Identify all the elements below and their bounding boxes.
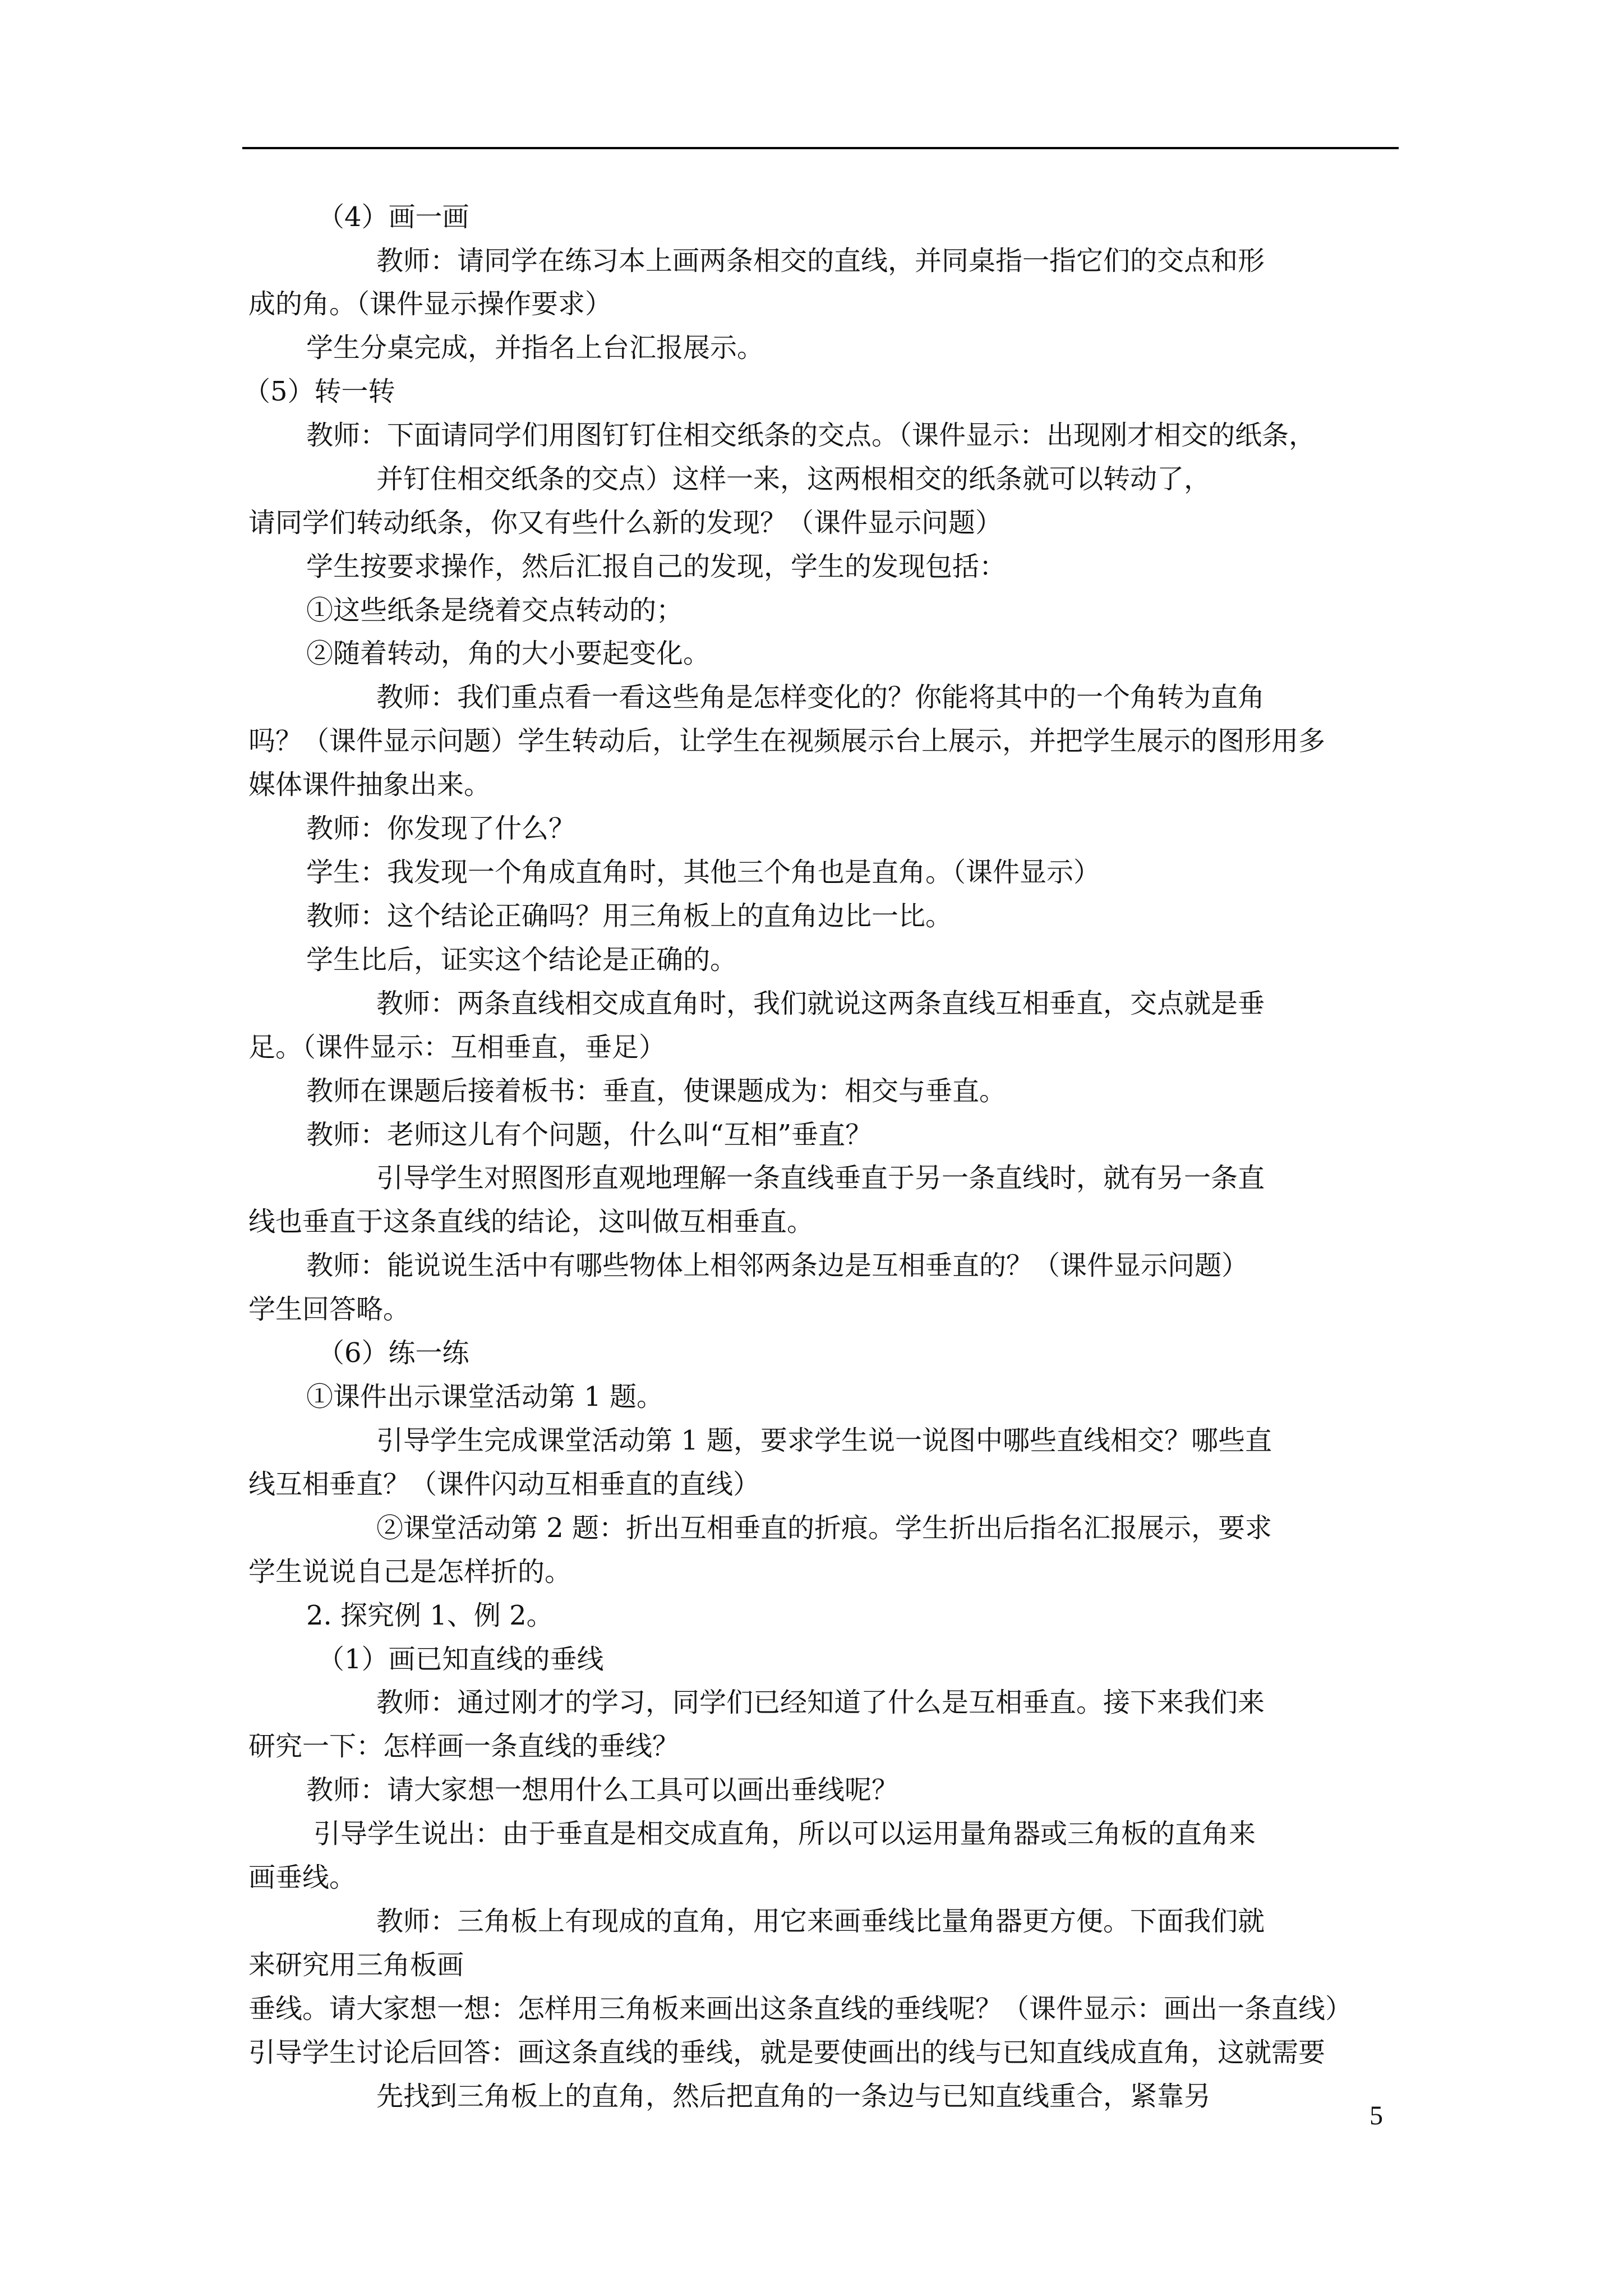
text-line: 教师：这个结论正确吗？用三角板上的直角边比一比。 <box>306 900 953 932</box>
text-line: 学生比后，证实这个结论是正确的。 <box>306 944 737 976</box>
text-line: 引导学生说出：由于垂直是相交成直角，所以可以运用量角器或三角板的直角来 <box>313 1818 1256 1849</box>
text-line: 教师：我们重点看一看这些角是怎样变化的？你能将其中的一个角转为直角 <box>376 682 1265 713</box>
header-rule <box>242 147 1399 149</box>
text-line: 教师：能说说生活中有哪些物体上相邻两条边是互相垂直的？（课件显示问题） <box>306 1250 1249 1281</box>
text-line: 请同学们转动纸条，你又有些什么新的发现？（课件显示问题） <box>248 507 1003 539</box>
text-line: 垂线。请大家想一想：怎样用三角板来画出这条直线的垂线呢？（课件显示：画出一条直线） <box>248 1993 1353 2024</box>
text-line: 教师：通过刚才的学习，同学们已经知道了什么是互相垂直。接下来我们来 <box>376 1687 1265 1718</box>
text-line: ②随着转动，角的大小要起变化。 <box>306 638 711 669</box>
text-line: 教师：请同学在练习本上画两条相交的直线，并同桌指一指它们的交点和形 <box>376 245 1265 277</box>
text-line: ①这些纸条是绕着交点转动的； <box>306 595 684 626</box>
text-line: 成的角。（课件显示操作要求） <box>248 288 612 320</box>
text-line: 先找到三角板上的直角，然后把直角的一条边与已知直线重合，紧靠另 <box>376 2081 1211 2112</box>
text-line: 教师：下面请同学们用图钉钉住相交纸条的交点。（课件显示：出现刚才相交的纸条， <box>306 420 1316 451</box>
text-line: ②课堂活动第 2 题：折出互相垂直的折痕。学生折出后指名汇报展示，要求 <box>376 1512 1272 1544</box>
text-line: 吗？（课件显示问题）学生转动后，让学生在视频展示台上展示，并把学生展示的图形用多 <box>248 725 1326 757</box>
text-line: 引导学生讨论后回答：画这条直线的垂线，就是要使画出的线与已知直线成直角，这就需要 <box>248 2037 1326 2068</box>
text-line: 线也垂直于这条直线的结论，这叫做互相垂直。 <box>248 1206 814 1237</box>
page-number: 5 <box>1370 2101 1383 2131</box>
text-line: 学生：我发现一个角成直角时，其他三个角也是直角。（课件显示） <box>306 857 1101 888</box>
text-line: 学生按要求操作，然后汇报自己的发现，学生的发现包括： <box>306 551 1007 582</box>
text-line: 2. 探究例 1、例 2。 <box>306 1600 554 1631</box>
text-line: 教师：你发现了什么？ <box>306 813 576 844</box>
text-line: ①课件出示课堂活动第 1 题。 <box>306 1381 664 1412</box>
text-line: （5）转一转 <box>243 376 395 407</box>
text-line: 学生分桌完成，并指名上台汇报展示。 <box>306 332 764 364</box>
text-line: 教师：老师这儿有个问题，什么叫“互相”垂直？ <box>306 1119 873 1151</box>
text-line: 学生说说自己是怎样折的。 <box>248 1556 572 1588</box>
text-line: （4）画一画 <box>317 201 469 233</box>
text-line: 画垂线。 <box>248 1862 357 1893</box>
text-line: 并钉住相交纸条的交点）这样一来，这两根相交的纸条就可以转动了， <box>376 463 1211 495</box>
text-line: 学生回答略。 <box>248 1294 411 1325</box>
text-line: 引导学生完成课堂活动第 1 题，要求学生说一说图中哪些直线相交？哪些直 <box>376 1425 1272 1456</box>
text-line: 教师：两条直线相交成直角时，我们就说这两条直线互相垂直，交点就是垂 <box>376 988 1265 1019</box>
text-line: 教师在课题后接着板书：垂直，使课题成为：相交与垂直。 <box>306 1075 1007 1107</box>
text-line: 媒体课件抽象出来。 <box>248 769 491 800</box>
text-line: 引导学生对照图形直观地理解一条直线垂直于另一条直线时，就有另一条直 <box>376 1162 1265 1194</box>
text-line: 教师：三角板上有现成的直角，用它来画垂线比量角器更方便。下面我们就 <box>376 1906 1265 1937</box>
text-line: （1）画已知直线的垂线 <box>317 1644 604 1675</box>
text-line: 足。（课件显示：互相垂直，垂足） <box>248 1032 666 1063</box>
text-line: 线互相垂直？（课件闪动互相垂直的直线） <box>248 1469 760 1500</box>
text-line: 教师：请大家想一想用什么工具可以画出垂线呢？ <box>306 1774 899 1806</box>
text-line: 研究一下：怎样画一条直线的垂线？ <box>248 1731 680 1762</box>
text-line: 来研究用三角板画 <box>248 1949 464 1981</box>
text-line: （6）练一练 <box>317 1337 469 1369</box>
